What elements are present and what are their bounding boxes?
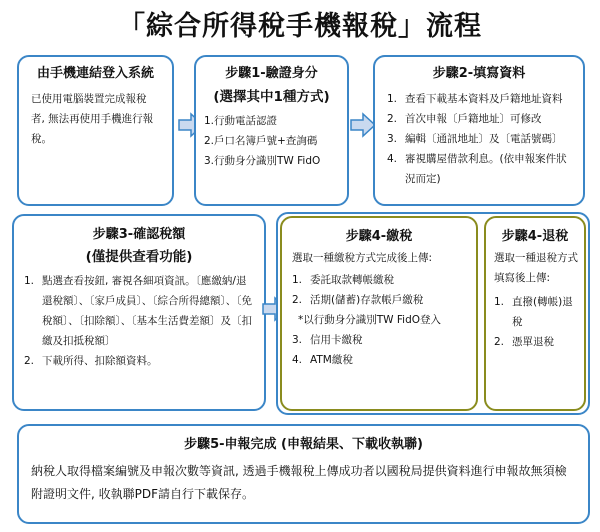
step4-refund-title: 步驟4-退稅 (501, 229, 569, 244)
login-box-text: 已使用電腦裝置完成報稅者, 無法再使用手機進行報稅。 (31, 93, 154, 145)
login-box-title: 由手機連結登入系統 (36, 66, 154, 81)
step2-list (375, 83, 583, 189)
step2-title: 步驟2-填寫資料 (432, 66, 526, 81)
step3-item: 2. 下載所得、扣除額資料。 (24, 355, 158, 367)
step5-title: 步驟5-申報完成 (申報結果、下載收執聯) (184, 437, 423, 452)
step3-title: 步驟3-確認稅額 (92, 227, 186, 242)
step1-subtitle: (選擇其中1種方式) (213, 89, 330, 105)
step1-item: 1.行動電話認證 (204, 115, 278, 127)
step3-subtitle: (僅提供查看功能) (85, 249, 193, 265)
step3-confirm-box (12, 214, 266, 411)
step1-title: 步驟1-驗證身分 (225, 66, 318, 81)
step4-pay-intro: 選取一種繳稅方式完成後上傳: (292, 252, 433, 264)
step2-item: 4. 審視購屋借款利息。(依申報案件狀況而定) (387, 153, 567, 185)
step2-fill-box (373, 55, 585, 206)
step4-pay-list (282, 268, 476, 370)
step1-item: 3.行動身分識別TW FidO (204, 155, 321, 167)
step4-refund-item: 1. 直撥(轉帳)退稅 (494, 296, 573, 328)
step2-item: 1. 查看下載基本資料及戶籍地址資料 (387, 93, 563, 105)
step4-pay-item: 3. 信用卡繳稅 (292, 334, 363, 346)
step3-item: 1. 點選查看按鈕, 審視各細項資訊。〔應繳納/退還稅額〕、〔家戶成員〕、〔綜合所得總額〕、〔免稅額〕、〔扣除額〕、〔基本生活費差額〕及〔扣繳及扣抵稅額〕 (24, 275, 252, 347)
step4-refund-list (486, 288, 584, 352)
step4-refund-item: 2. 憑單退稅 (494, 336, 554, 348)
step1-verify-box (194, 55, 349, 206)
login-box (17, 55, 174, 206)
step4-refund-box (484, 216, 586, 411)
step4-pay-note: *以行動身分識別TW FidO登入 (298, 314, 442, 326)
step2-item: 3. 編輯〔通訊地址〕及〔電話號碼〕 (387, 133, 563, 145)
step1-item: 2.戶口名簿戶號+查詢碼 (204, 135, 318, 147)
step4-refund-intro: 選取一種退稅方式填寫後上傳: (494, 252, 578, 284)
step5-text: 納稅人取得檔案編號及申報次數等資訊, 透過手機報稅上傳成功者以國稅局提供資料進行申報故無須檢附證明文件, 收執聯PDF請自行下載保存。 (31, 464, 567, 501)
step5-complete-box (17, 424, 590, 524)
step2-item: 2. 首次申報〔戶籍地址〕可修改 (387, 113, 542, 125)
step4-pay-item: 4. ATM繳稅 (292, 354, 353, 366)
step4-pay-title: 步驟4-繳稅 (345, 229, 413, 244)
step3-list (14, 267, 264, 371)
step1-list (196, 107, 347, 171)
step4-pay-item: 1. 委託取款轉帳繳稅 (292, 274, 394, 286)
step4-pay-box (280, 216, 478, 411)
step4-pay-item: 2. 活期(儲蓄)存款帳戶繳稅 (292, 294, 424, 306)
page-title: 「綜合所得稅手機報稅」流程 (118, 11, 482, 42)
